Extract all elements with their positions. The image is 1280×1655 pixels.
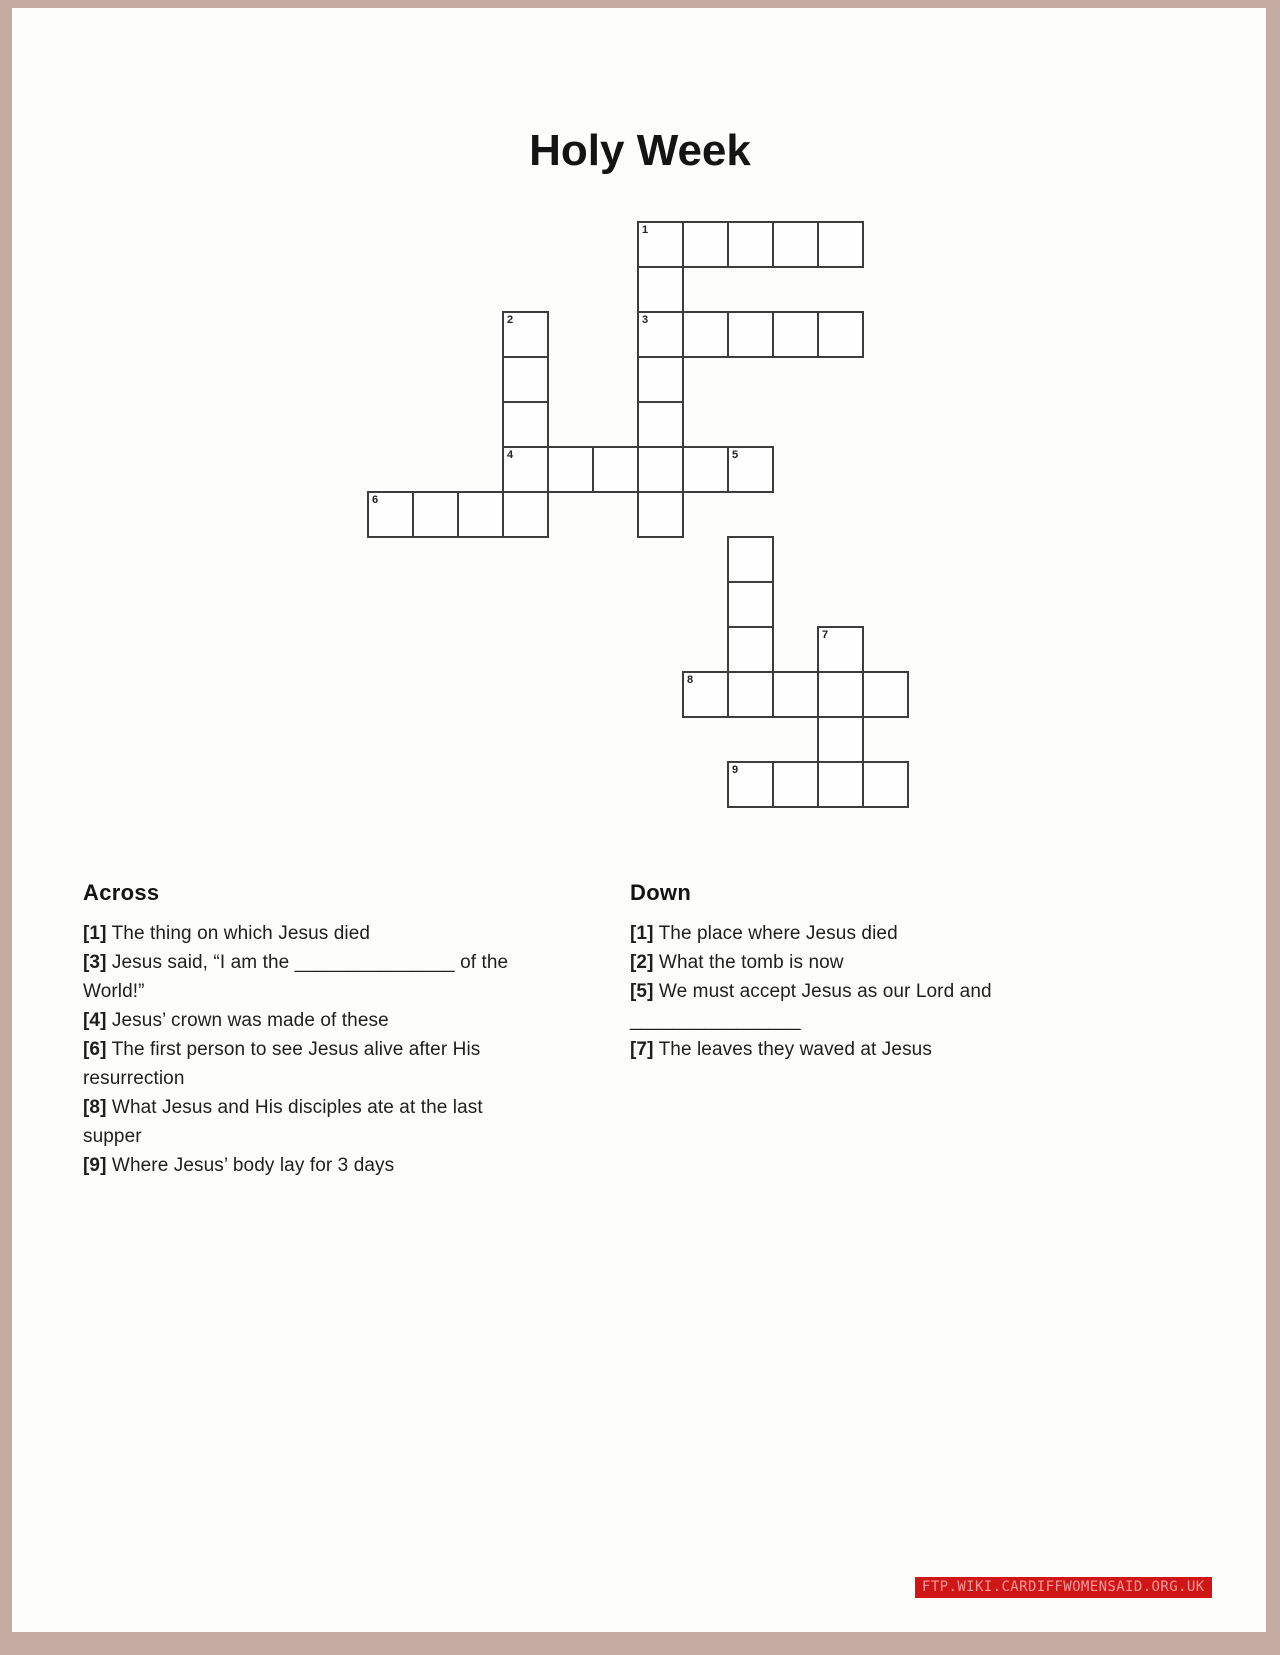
grid-cell[interactable]	[727, 581, 774, 628]
cell-number: 5	[732, 449, 739, 461]
grid-cell-1[interactable]	[637, 221, 684, 268]
clue-item	[630, 977, 1008, 1035]
grid-cell-6[interactable]	[367, 491, 414, 538]
clue-text: Jesus’ crown was made of these	[106, 1010, 389, 1031]
grid-cell[interactable]	[502, 401, 549, 448]
clue-item	[83, 948, 545, 1006]
grid-cell[interactable]	[547, 446, 594, 493]
clue-item	[83, 919, 545, 948]
clue-number: [5]	[630, 981, 654, 1002]
grid-cell[interactable]	[502, 491, 549, 538]
cell-number: 3	[642, 314, 649, 326]
clue-text: What the tomb is now	[653, 952, 844, 973]
grid-cell[interactable]	[637, 491, 684, 538]
clue-text: What Jesus and His disciples ate at the last supper	[83, 1097, 483, 1147]
clue-number: [1]	[630, 923, 654, 944]
clue-item	[83, 1151, 545, 1180]
grid-cell[interactable]	[682, 311, 729, 358]
grid-cell[interactable]	[772, 761, 819, 808]
across-clue-list	[83, 919, 545, 1180]
cell-number: 9	[732, 764, 739, 776]
grid-cell[interactable]	[682, 446, 729, 493]
across-heading: Across	[83, 880, 160, 905]
grid-cell[interactable]	[457, 491, 504, 538]
grid-cell[interactable]	[727, 221, 774, 268]
grid-cell-5[interactable]	[727, 446, 774, 493]
down-clue-list	[630, 919, 1008, 1064]
grid-cell[interactable]	[862, 761, 909, 808]
cell-number: 4	[507, 449, 514, 461]
cell-number: 7	[822, 629, 829, 641]
clue-number: [4]	[83, 1010, 107, 1031]
grid-cell[interactable]	[637, 266, 684, 313]
grid-cell[interactable]	[637, 446, 684, 493]
clue-item	[630, 919, 1008, 948]
grid-cell[interactable]	[502, 356, 549, 403]
puzzle-title: Holy Week	[529, 126, 751, 176]
grid-cell[interactable]	[772, 671, 819, 718]
cell-number: 6	[372, 494, 379, 506]
grid-cell-7[interactable]	[817, 626, 864, 673]
grid-cell[interactable]	[817, 761, 864, 808]
grid-cell[interactable]	[817, 671, 864, 718]
grid-cell[interactable]	[772, 221, 819, 268]
clue-number: [1]	[83, 923, 107, 944]
clue-number: [9]	[83, 1155, 107, 1176]
clue-item	[630, 1035, 1008, 1064]
down-heading: Down	[630, 880, 692, 905]
grid-cell-4[interactable]	[502, 446, 549, 493]
clue-text: The leaves they waved at Jesus	[653, 1039, 932, 1060]
clue-item	[83, 1035, 545, 1093]
clue-number: [8]	[83, 1097, 107, 1118]
clue-text: The thing on which Jesus died	[106, 923, 371, 944]
clue-text: Jesus said, “I am the _______________ of the World!”	[83, 952, 509, 1002]
grid-cell-2[interactable]	[502, 311, 549, 358]
grid-cell-8[interactable]	[682, 671, 729, 718]
grid-cell[interactable]	[727, 671, 774, 718]
clue-text: We must accept Jesus as our Lord and ________________	[630, 981, 992, 1031]
grid-cell[interactable]	[727, 626, 774, 673]
grid-cell-3[interactable]	[637, 311, 684, 358]
cell-number: 8	[687, 674, 694, 686]
grid-cell[interactable]	[727, 311, 774, 358]
grid-cell[interactable]	[637, 356, 684, 403]
grid-cell[interactable]	[637, 401, 684, 448]
clue-number: [7]	[630, 1039, 654, 1060]
clue-number: [3]	[83, 952, 107, 973]
clue-number: [6]	[83, 1039, 107, 1060]
down-clues-section	[630, 880, 1008, 1064]
clue-text: The place where Jesus died	[653, 923, 898, 944]
clue-item	[83, 1006, 545, 1035]
watermark-banner: FTP.WIKI.CARDIFFWOMENSAID.ORG.UK	[915, 1577, 1212, 1598]
clue-item	[83, 1093, 545, 1151]
cell-number: 2	[507, 314, 514, 326]
grid-cell[interactable]	[862, 671, 909, 718]
grid-cell[interactable]	[592, 446, 639, 493]
clue-text: Where Jesus’ body lay for 3 days	[106, 1155, 395, 1176]
grid-cell[interactable]	[682, 221, 729, 268]
clue-item	[630, 948, 1008, 977]
grid-cell[interactable]	[817, 311, 864, 358]
across-clues-section	[83, 880, 545, 1180]
grid-cell[interactable]	[727, 536, 774, 583]
grid-cell[interactable]	[817, 716, 864, 763]
grid-cell[interactable]	[772, 311, 819, 358]
clue-text: The first person to see Jesus alive after His resurrection	[83, 1039, 481, 1089]
grid-cell[interactable]	[817, 221, 864, 268]
cell-number: 1	[642, 224, 649, 236]
grid-cell[interactable]	[412, 491, 459, 538]
grid-cell-9[interactable]	[727, 761, 774, 808]
clue-number: [2]	[630, 952, 654, 973]
